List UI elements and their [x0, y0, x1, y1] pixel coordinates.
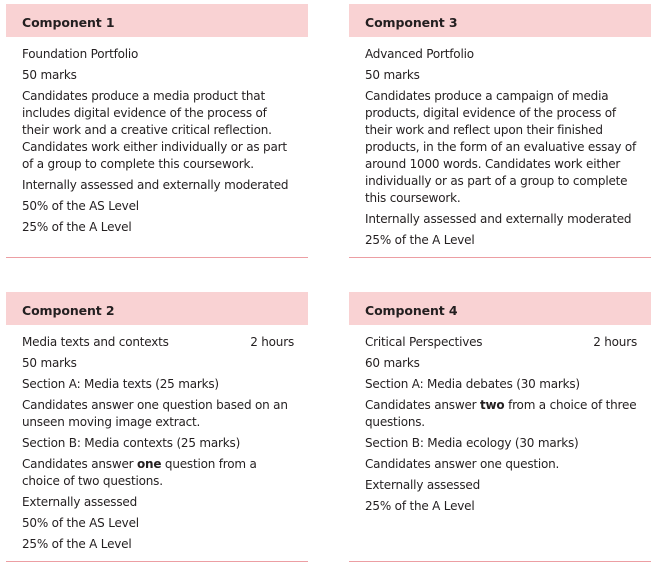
component-4-section-b-description: Candidates answer one question. [365, 457, 560, 471]
component-2-a-weight: 25% of the A Level [22, 537, 132, 551]
component-4-marks: 60 marks [365, 356, 420, 370]
component-1-marks: 50 marks [22, 68, 77, 82]
component-3-description: Candidates produce a campaign of media products, digital evidence of the process of their work and reflect upon their finished products, in the form of an evaluative essay of around 1000 words. Candidates work either individually or as part of a group to complete this coursework. [365, 89, 637, 205]
component-1-title: Foundation Portfolio [22, 47, 139, 61]
component-2-duration: 2 hours [250, 335, 294, 349]
component-1-heading: Component 1 [6, 4, 308, 37]
component-3-assessment: Internally assessed and externally moderated [365, 212, 632, 226]
component-1-assessment: Internally assessed and externally moderated [22, 178, 289, 192]
component-4-card [349, 292, 651, 519]
component-3-marks: 50 marks [365, 68, 420, 82]
component-4-section-b: Section B: Media ecology (30 marks) [365, 436, 579, 450]
component-2-section-a: Section A: Media texts (25 marks) [22, 377, 219, 391]
emphasis-one: one [136, 457, 162, 471]
component-2-assessment: Externally assessed [22, 495, 137, 509]
component-4-title: Critical Perspectives [365, 335, 483, 349]
component-2-marks: 50 marks [22, 356, 77, 370]
component-2-title: Media texts and contexts [22, 335, 169, 349]
component-3-rule [349, 257, 651, 258]
component-1-a-weight: 25% of the A Level [22, 220, 132, 234]
component-1-description: Candidates produce a media product that includes digital evidence of the process of their work and a creative critical reflection. Candidates work either individually or as part of a group to complete this coursework. [22, 89, 287, 171]
component-3-title: Advanced Portfolio [365, 47, 474, 61]
component-3-heading: Component 3 [349, 4, 651, 37]
component-2-section-b: Section B: Media contexts (25 marks) [22, 436, 241, 450]
component-4-a-weight: 25% of the A Level [365, 499, 475, 513]
component-4-rule [349, 561, 651, 562]
emphasis-two: two [479, 398, 505, 412]
component-2-section-b-description: Candidates answer one question from a choice of two questions. [22, 457, 257, 488]
component-2-rule [6, 561, 308, 562]
component-2-as-weight: 50% of the AS Level [22, 516, 139, 530]
component-2-section-a-description: Candidates answer one question based on an unseen moving image extract. [22, 398, 288, 429]
component-1-card [6, 4, 308, 240]
component-4-section-a-description: Candidates answer two from a choice of three questions. [365, 398, 637, 429]
component-3-card [349, 4, 651, 253]
component-4-heading: Component 4 [349, 292, 651, 325]
component-2-card [6, 292, 308, 557]
component-2-heading: Component 2 [6, 292, 308, 325]
component-4-section-a: Section A: Media debates (30 marks) [365, 377, 580, 391]
component-3-a-weight: 25% of the A Level [365, 233, 475, 247]
component-4-duration: 2 hours [593, 335, 637, 349]
component-1-rule [6, 257, 308, 258]
component-4-assessment: Externally assessed [365, 478, 480, 492]
component-1-as-weight: 50% of the AS Level [22, 199, 139, 213]
